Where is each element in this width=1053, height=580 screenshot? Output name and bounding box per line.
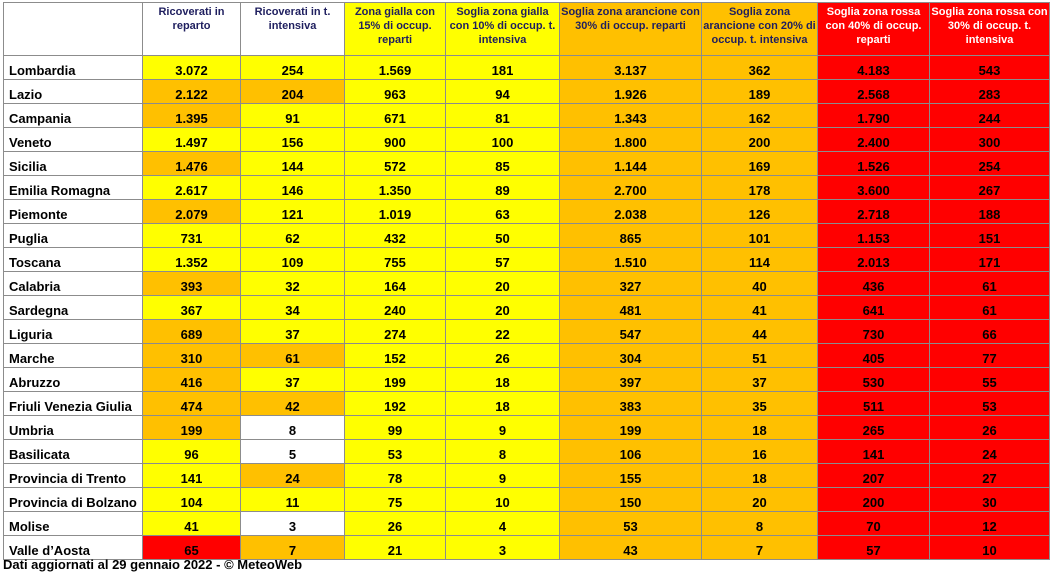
table-cell: 70 (818, 512, 930, 536)
header-row (4, 3, 1050, 56)
table-cell: 383 (560, 392, 702, 416)
table-row (4, 320, 1050, 344)
table-cell: 144 (241, 152, 345, 176)
region-name: Calabria (4, 272, 143, 296)
table-cell: 109 (241, 248, 345, 272)
table-cell: 99 (345, 416, 446, 440)
table-cell: 963 (345, 80, 446, 104)
column-header: Ricoverati in t. intensiva (241, 3, 345, 56)
table-cell: 61 (241, 344, 345, 368)
table-cell: 9 (446, 416, 560, 440)
table-cell: 393 (143, 272, 241, 296)
table-cell: 2.038 (560, 200, 702, 224)
table-cell: 200 (818, 488, 930, 512)
table-cell: 40 (702, 272, 818, 296)
region-name: Campania (4, 104, 143, 128)
table-cell: 1.352 (143, 248, 241, 272)
table-cell: 1.350 (345, 176, 446, 200)
table-row (4, 200, 1050, 224)
table-cell: 254 (930, 152, 1050, 176)
table-cell: 432 (345, 224, 446, 248)
table-row (4, 344, 1050, 368)
table-row (4, 512, 1050, 536)
table-cell: 55 (930, 368, 1050, 392)
table-cell: 254 (241, 56, 345, 80)
table-cell: 2.013 (818, 248, 930, 272)
table-cell: 481 (560, 296, 702, 320)
region-name: Provincia di Trento (4, 464, 143, 488)
table-cell: 62 (241, 224, 345, 248)
table-header (4, 3, 1050, 56)
table-cell: 30 (930, 488, 1050, 512)
data-source-footer: Dati aggiornati al 29 gennaio 2022 - © MeteoWeb (3, 557, 303, 572)
table-row (4, 248, 1050, 272)
region-name: Liguria (4, 320, 143, 344)
table-cell: 9 (446, 464, 560, 488)
table-cell: 91 (241, 104, 345, 128)
region-name: Valle d’Aosta (4, 536, 143, 560)
table-cell: 16 (702, 440, 818, 464)
table-cell: 8 (241, 416, 345, 440)
table-cell: 267 (930, 176, 1050, 200)
column-header: Soglia zona gialla con 10% di occup. t. intensiva (446, 3, 560, 56)
table-row (4, 128, 1050, 152)
table-cell: 755 (345, 248, 446, 272)
column-header: Soglia zona arancione con 30% di occup. reparti (560, 3, 702, 56)
table-cell: 530 (818, 368, 930, 392)
region-name: Abruzzo (4, 368, 143, 392)
table-cell: 41 (702, 296, 818, 320)
table-cell: 310 (143, 344, 241, 368)
table-cell: 85 (446, 152, 560, 176)
table-cell: 3 (446, 536, 560, 560)
table-cell: 207 (818, 464, 930, 488)
table-row (4, 368, 1050, 392)
table-cell: 169 (702, 152, 818, 176)
column-header: Soglia zona rossa con 30% di occup. t. intensiva (930, 3, 1050, 56)
region-name: Sicilia (4, 152, 143, 176)
table-row (4, 536, 1050, 560)
table-cell: 11 (241, 488, 345, 512)
table-cell: 26 (345, 512, 446, 536)
region-name: Umbria (4, 416, 143, 440)
table-cell: 61 (930, 296, 1050, 320)
region-name: Basilicata (4, 440, 143, 464)
table-cell: 2.122 (143, 80, 241, 104)
table-cell: 3 (241, 512, 345, 536)
table-cell: 75 (345, 488, 446, 512)
table-row (4, 56, 1050, 80)
table-cell: 121 (241, 200, 345, 224)
table-cell: 2.718 (818, 200, 930, 224)
table-cell: 2.700 (560, 176, 702, 200)
table-row (4, 392, 1050, 416)
table-cell: 65 (143, 536, 241, 560)
table-row (4, 152, 1050, 176)
header-region-column (4, 3, 143, 56)
table-cell: 511 (818, 392, 930, 416)
table-cell: 274 (345, 320, 446, 344)
region-name: Provincia di Bolzano (4, 488, 143, 512)
table-cell: 1.510 (560, 248, 702, 272)
table-cell: 156 (241, 128, 345, 152)
region-name: Piemonte (4, 200, 143, 224)
table-cell: 66 (930, 320, 1050, 344)
table-cell: 7 (241, 536, 345, 560)
table-cell: 240 (345, 296, 446, 320)
table-cell: 53 (930, 392, 1050, 416)
table-row (4, 416, 1050, 440)
table-row (4, 224, 1050, 248)
table-cell: 1.395 (143, 104, 241, 128)
table-cell: 188 (930, 200, 1050, 224)
table-cell: 3.600 (818, 176, 930, 200)
column-header: Soglia zona arancione con 20% di occup. t. intensiva (702, 3, 818, 56)
table-row (4, 296, 1050, 320)
table-cell: 78 (345, 464, 446, 488)
table-cell: 151 (930, 224, 1050, 248)
hospital-occupancy-table (3, 2, 1050, 560)
table-cell: 5 (241, 440, 345, 464)
table-cell: 24 (241, 464, 345, 488)
table-cell: 1.497 (143, 128, 241, 152)
table-cell: 50 (446, 224, 560, 248)
table-cell: 43 (560, 536, 702, 560)
table-cell: 178 (702, 176, 818, 200)
table-cell: 1.569 (345, 56, 446, 80)
table-cell: 26 (930, 416, 1050, 440)
table-cell: 42 (241, 392, 345, 416)
region-name: Marche (4, 344, 143, 368)
region-name: Veneto (4, 128, 143, 152)
region-name: Molise (4, 512, 143, 536)
table-cell: 4 (446, 512, 560, 536)
table-cell: 362 (702, 56, 818, 80)
region-name: Sardegna (4, 296, 143, 320)
table-cell: 61 (930, 272, 1050, 296)
region-name: Friuli Venezia Giulia (4, 392, 143, 416)
table-cell: 89 (446, 176, 560, 200)
table-cell: 34 (241, 296, 345, 320)
table-cell: 32 (241, 272, 345, 296)
table-cell: 44 (702, 320, 818, 344)
table-cell: 8 (702, 512, 818, 536)
table-cell: 152 (345, 344, 446, 368)
table-cell: 405 (818, 344, 930, 368)
table-cell: 37 (241, 320, 345, 344)
table-row (4, 488, 1050, 512)
region-name: Lazio (4, 80, 143, 104)
table-cell: 20 (702, 488, 818, 512)
column-header: Ricoverati in reparto (143, 3, 241, 56)
table-row (4, 464, 1050, 488)
table-cell: 37 (702, 368, 818, 392)
table-cell: 24 (930, 440, 1050, 464)
table-cell: 146 (241, 176, 345, 200)
table-cell: 37 (241, 368, 345, 392)
table-cell: 641 (818, 296, 930, 320)
table-cell: 1.800 (560, 128, 702, 152)
table-cell: 474 (143, 392, 241, 416)
table-cell: 18 (446, 392, 560, 416)
table-cell: 300 (930, 128, 1050, 152)
table-cell: 204 (241, 80, 345, 104)
table-cell: 181 (446, 56, 560, 80)
table-cell: 106 (560, 440, 702, 464)
table-cell: 199 (143, 416, 241, 440)
table-cell: 3.072 (143, 56, 241, 80)
table-cell: 865 (560, 224, 702, 248)
table-cell: 155 (560, 464, 702, 488)
table-cell: 20 (446, 296, 560, 320)
table-cell: 189 (702, 80, 818, 104)
table-cell: 53 (345, 440, 446, 464)
table-cell: 164 (345, 272, 446, 296)
region-name: Lombardia (4, 56, 143, 80)
table-cell: 200 (702, 128, 818, 152)
table-cell: 730 (818, 320, 930, 344)
table-cell: 199 (345, 368, 446, 392)
table-cell: 283 (930, 80, 1050, 104)
table-cell: 81 (446, 104, 560, 128)
table-cell: 2.617 (143, 176, 241, 200)
table-cell: 671 (345, 104, 446, 128)
table-cell: 367 (143, 296, 241, 320)
region-name: Puglia (4, 224, 143, 248)
table-cell: 572 (345, 152, 446, 176)
table-cell: 10 (446, 488, 560, 512)
table-cell: 4.183 (818, 56, 930, 80)
table-cell: 3.137 (560, 56, 702, 80)
table-cell: 304 (560, 344, 702, 368)
table-cell: 171 (930, 248, 1050, 272)
table-cell: 35 (702, 392, 818, 416)
table-cell: 547 (560, 320, 702, 344)
table-cell: 2.079 (143, 200, 241, 224)
table-row (4, 176, 1050, 200)
table-cell: 94 (446, 80, 560, 104)
table-cell: 18 (702, 416, 818, 440)
table-cell: 20 (446, 272, 560, 296)
table-cell: 1.153 (818, 224, 930, 248)
table-cell: 63 (446, 200, 560, 224)
table-cell: 150 (560, 488, 702, 512)
table-cell: 689 (143, 320, 241, 344)
table-cell: 8 (446, 440, 560, 464)
table-cell: 12 (930, 512, 1050, 536)
table-cell: 27 (930, 464, 1050, 488)
table-cell: 18 (446, 368, 560, 392)
column-header: Soglia zona rossa con 40% di occup. reparti (818, 3, 930, 56)
table-cell: 1.343 (560, 104, 702, 128)
region-name: Emilia Romagna (4, 176, 143, 200)
table-cell: 126 (702, 200, 818, 224)
table-cell: 199 (560, 416, 702, 440)
table-cell: 141 (143, 464, 241, 488)
table-cell: 543 (930, 56, 1050, 80)
table-cell: 26 (446, 344, 560, 368)
table-cell: 416 (143, 368, 241, 392)
table-cell: 10 (930, 536, 1050, 560)
table-cell: 7 (702, 536, 818, 560)
table-row (4, 440, 1050, 464)
table-row (4, 104, 1050, 128)
table-cell: 101 (702, 224, 818, 248)
table-cell: 2.568 (818, 80, 930, 104)
table-cell: 22 (446, 320, 560, 344)
table-cell: 41 (143, 512, 241, 536)
table-cell: 1.926 (560, 80, 702, 104)
table-cell: 327 (560, 272, 702, 296)
table-body (4, 56, 1050, 560)
table-cell: 900 (345, 128, 446, 152)
table-cell: 96 (143, 440, 241, 464)
table-cell: 57 (818, 536, 930, 560)
table-cell: 21 (345, 536, 446, 560)
table-cell: 731 (143, 224, 241, 248)
table-cell: 77 (930, 344, 1050, 368)
table-cell: 1.144 (560, 152, 702, 176)
table-cell: 51 (702, 344, 818, 368)
table-cell: 1.790 (818, 104, 930, 128)
column-header: Zona gialla con 15% di occup. reparti (345, 3, 446, 56)
table-cell: 141 (818, 440, 930, 464)
table-cell: 104 (143, 488, 241, 512)
table-cell: 244 (930, 104, 1050, 128)
table-cell: 2.400 (818, 128, 930, 152)
table-cell: 1.476 (143, 152, 241, 176)
table-cell: 436 (818, 272, 930, 296)
table-cell: 57 (446, 248, 560, 272)
table-cell: 53 (560, 512, 702, 536)
table-cell: 114 (702, 248, 818, 272)
table-cell: 265 (818, 416, 930, 440)
table-cell: 162 (702, 104, 818, 128)
occupancy-table-container (3, 2, 1050, 560)
table-cell: 192 (345, 392, 446, 416)
region-name: Toscana (4, 248, 143, 272)
table-cell: 1.019 (345, 200, 446, 224)
table-cell: 1.526 (818, 152, 930, 176)
table-cell: 18 (702, 464, 818, 488)
table-row (4, 80, 1050, 104)
table-row (4, 272, 1050, 296)
table-cell: 100 (446, 128, 560, 152)
table-cell: 397 (560, 368, 702, 392)
